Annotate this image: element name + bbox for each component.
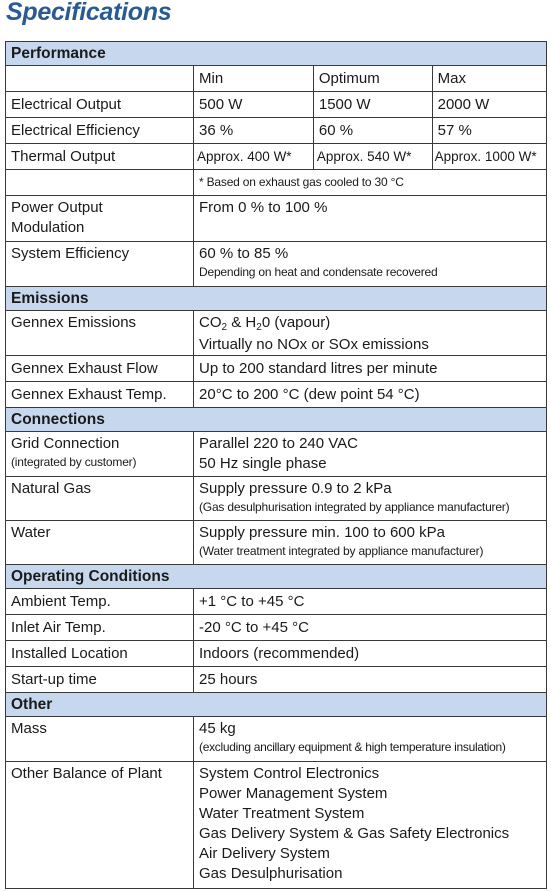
cell-value: 60 % to 85 % Depending on heat and condensate recovered — [194, 242, 547, 287]
cell-value: Indoors (recommended) — [194, 641, 547, 667]
list-item: Air Delivery System — [199, 845, 330, 862]
cell-value: Up to 200 standard litres per minute — [194, 356, 547, 382]
section-header-performance: Performance — [6, 42, 547, 66]
cell-value: 36 % — [194, 118, 314, 144]
list-item: Power Management System — [199, 785, 388, 802]
table-row — [6, 667, 547, 693]
column-header-min: Min — [194, 66, 314, 92]
cell-value: +1 °C to +45 °C — [194, 589, 547, 615]
list-item: System Control Electronics — [199, 765, 380, 782]
table-row — [6, 589, 547, 615]
cell-value: -20 °C to +45 °C — [194, 615, 547, 641]
table-row — [6, 311, 547, 356]
cell-value: $CO_2$ & $H_20$ (vapour) Virtually no NOx or SOx emissions — [194, 311, 547, 356]
row-label: Gennex Exhaust Temp. — [6, 382, 194, 408]
thermal-footnote — [194, 170, 547, 196]
cell-value: 2000 W — [432, 92, 546, 118]
table-row — [6, 641, 547, 667]
cell-value: Approx. 540 W* — [313, 144, 432, 170]
row-label: System Efficiency — [6, 242, 194, 287]
empty-cell — [6, 66, 194, 92]
table-row — [6, 615, 547, 641]
row-label: Other Balance of Plant — [6, 762, 194, 889]
row-label: Grid Connection (integrated by customer) — [6, 432, 194, 477]
list-item: Water Treatment System — [199, 805, 365, 822]
cell-value: Supply pressure min. 100 to 600 kPa (Water treatment integrated by appliance manufacturer) — [194, 521, 547, 565]
cell-value: 25 hours — [194, 667, 547, 693]
cell-value — [194, 762, 547, 889]
section-header-connections: Connections — [6, 408, 547, 432]
row-label: Water — [6, 521, 194, 565]
row-label: Installed Location — [6, 641, 194, 667]
table-row — [6, 92, 547, 118]
row-label: Thermal Output — [6, 144, 194, 170]
cell-value: 20°C to 200 °C (dew point 54 °C) — [194, 382, 547, 408]
section-header-operating-conditions: Operating Conditions — [6, 565, 547, 589]
row-label: Mass — [6, 717, 194, 762]
table-row — [6, 762, 547, 889]
section-header-other: Other — [6, 693, 547, 717]
table-row — [6, 170, 547, 196]
table-row — [6, 118, 547, 144]
table-row — [6, 356, 547, 382]
table-row — [6, 477, 547, 521]
cell-value: Approx. 400 W* — [194, 144, 314, 170]
table-row — [6, 717, 547, 762]
list-item: Gas Delivery System & Gas Safety Electronics — [199, 825, 510, 842]
row-label: Natural Gas — [6, 477, 194, 521]
cell-value: Supply pressure 0.9 to 2 kPa (Gas desulphurisation integrated by appliance manufacturer) — [194, 477, 547, 521]
cell-value: Approx. 1000 W* — [432, 144, 546, 170]
table-row — [6, 144, 547, 170]
column-header-max: Max — [432, 66, 546, 92]
row-label: Inlet Air Temp. — [6, 615, 194, 641]
specifications-table — [5, 41, 547, 889]
page-title: Specifications — [6, 0, 172, 26]
cell-value: 57 % — [432, 118, 546, 144]
note-text: * Based on exhaust gas cooled to 30 °C — [199, 175, 404, 189]
table-row — [6, 382, 547, 408]
row-label: Start-up time — [6, 667, 194, 693]
list-item: Gas Desulphurisation — [199, 865, 343, 882]
cell-value: Parallel 220 to 240 VAC 50 Hz single phase — [194, 432, 547, 477]
table-row — [6, 242, 547, 287]
cell-value: 60 % — [313, 118, 432, 144]
column-header-optimum: Optimum — [313, 66, 432, 92]
table-row — [6, 66, 547, 92]
row-label: Electrical Output — [6, 92, 194, 118]
row-label: Power Output Modulation — [6, 196, 194, 242]
table-row — [6, 521, 547, 565]
cell-value: From 0 % to 100 % — [194, 196, 547, 242]
section-header-emissions: Emissions — [6, 287, 547, 311]
cell-value: 45 kg (excluding ancillary equipment & high temperature insulation) — [194, 717, 547, 762]
empty-cell — [6, 170, 194, 196]
row-label: Gennex Exhaust Flow — [6, 356, 194, 382]
table-row — [6, 196, 547, 242]
row-label: Gennex Emissions — [6, 311, 194, 356]
cell-value: 1500 W — [313, 92, 432, 118]
cell-value: 500 W — [194, 92, 314, 118]
row-label: Ambient Temp. — [6, 589, 194, 615]
table-row — [6, 432, 547, 477]
row-label: Electrical Efficiency — [6, 118, 194, 144]
